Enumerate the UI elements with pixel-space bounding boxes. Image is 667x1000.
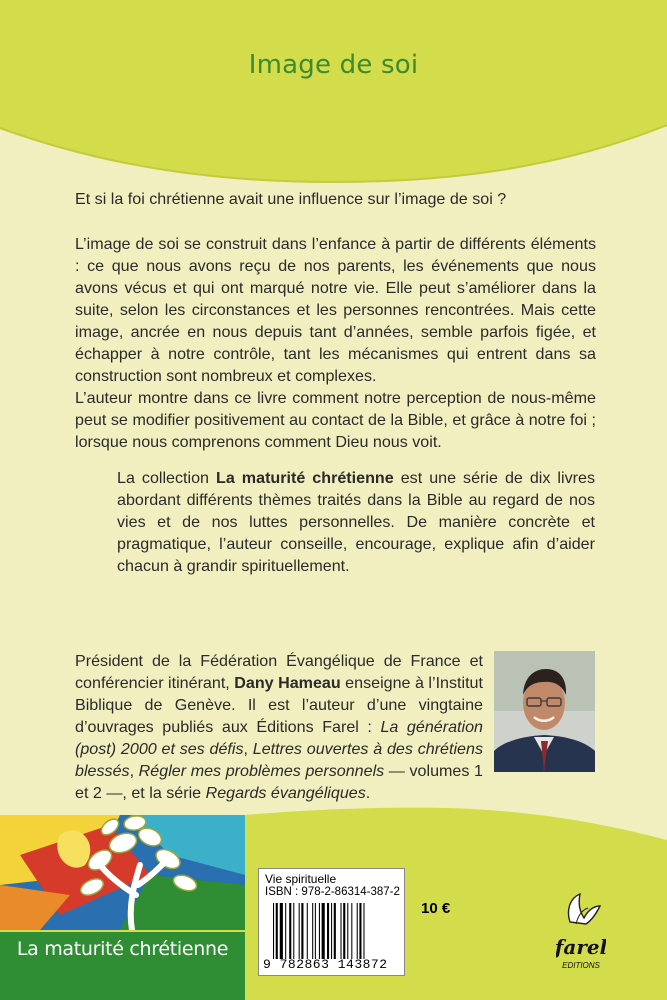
publisher-logo: [556, 888, 606, 978]
publisher-name: farel: [556, 935, 606, 959]
barcode-bar: [289, 903, 291, 959]
work-title: Regards évangéliques: [205, 784, 366, 802]
collection-before: La collection: [117, 469, 217, 487]
barcode-bars: [273, 903, 397, 959]
book-category: Vie spirituelle: [265, 872, 337, 886]
bio-end: .: [365, 784, 371, 802]
collection-text: [117, 467, 595, 577]
barcode-bar: [301, 903, 303, 959]
barcode-bar: [285, 903, 286, 959]
barcode-bar: [334, 903, 336, 959]
barcode-bar: [307, 903, 308, 959]
bio-part1: Président de la Fédération Évangélique de France et conférencier itinérant,: [75, 652, 483, 692]
publisher-subtitle: EDITIONS: [562, 961, 600, 970]
separator: ,: [129, 762, 139, 780]
intro-paragraph: L’image de soi se construit dans l’enfance à partir de différents éléments : ce que nous avons reçu de nos parents, les événements que nous avons vécus et qui ont marqué notre vie. Elle peut s’améliorer dans la suite, selon les circonstances et les personnes rencontrées. Mais cette image, ancrée en nous depuis tant d’années, semble parfois figée, et échapper à notre contrôle, tant les mécanismes qui entrent dans sa construction sont nombreux et complexes.: [75, 235, 596, 385]
barcode-bar: [351, 903, 352, 959]
price: 10 €: [421, 900, 451, 917]
top-green-band: [0, 0, 667, 190]
work-title: Lettres ouvertes à des chrétiens blessés: [75, 740, 483, 780]
barcode-bar: [312, 903, 313, 959]
work-title: La génération (post) 2000 et ses défis: [75, 718, 483, 758]
intro-question: Et si la foi chrétienne avait une influence sur l’image de soi ?: [75, 190, 507, 208]
barcode-bar: [280, 903, 283, 959]
book-title: Image de soi: [248, 50, 419, 80]
barcode-bar: [347, 903, 348, 959]
collection-after: est une série de dix livres abordant différents thèmes traités dans la Bible au regard de nos vies et de nos luttes personnelles. De manière concrète et pragmatique, l’auteur conseille, encourage, explique afin d’aider chacun à grandir spirituellement.: [117, 469, 595, 575]
barcode-bar: [293, 903, 294, 959]
barcode-bar: [299, 903, 300, 959]
barcode-bar: [315, 903, 316, 959]
bio-part3: — volumes 1 et 2 —, et la série: [75, 762, 483, 802]
author-bio: [75, 650, 483, 804]
barcode-bar: [359, 903, 361, 959]
work-title: Régler mes problèmes personnels: [138, 762, 385, 780]
barcode-bar: [319, 903, 320, 959]
barcode-bar: [327, 903, 329, 959]
barcode-bar: [357, 903, 358, 959]
separator: ,: [243, 740, 253, 758]
author-name: Dany Hameau: [234, 674, 341, 692]
barcode-bar: [343, 903, 345, 959]
barcode-bar: [273, 903, 274, 959]
barcode-bar: [363, 903, 364, 959]
barcode-bar: [331, 903, 332, 959]
isbn-text: ISBN : 978-2-86314-387-2: [265, 886, 400, 898]
barcode-label: [258, 868, 405, 976]
bio-part2: enseigne à l’Institut Biblique de Genève. Il est l’auteur d’une vingtaine d’ouvrages publiés aux Éditions Farel :: [75, 674, 483, 736]
barcode-bar: [322, 903, 325, 959]
intro-paragraph: L’auteur montre dans ce livre comment notre perception de nous-même peut se modifier positivement au contact de la Bible, et grâce à notre foi ; lorsque nous comprenons comment Dieu nous voit.: [75, 389, 596, 451]
collection-paragraph: [117, 467, 595, 577]
barcode-bar: [276, 903, 278, 959]
barcode-digits: 9 782863 143872: [263, 957, 388, 972]
collection-name: La maturité chrétienne: [216, 469, 394, 487]
barcode-bar: [341, 903, 342, 959]
author-paragraph: [75, 650, 483, 804]
author-photo: [494, 651, 595, 772]
intro-text: [75, 233, 596, 453]
series-label: La maturité chrétienne: [0, 932, 245, 1000]
series-tree-illustration: [0, 815, 245, 930]
